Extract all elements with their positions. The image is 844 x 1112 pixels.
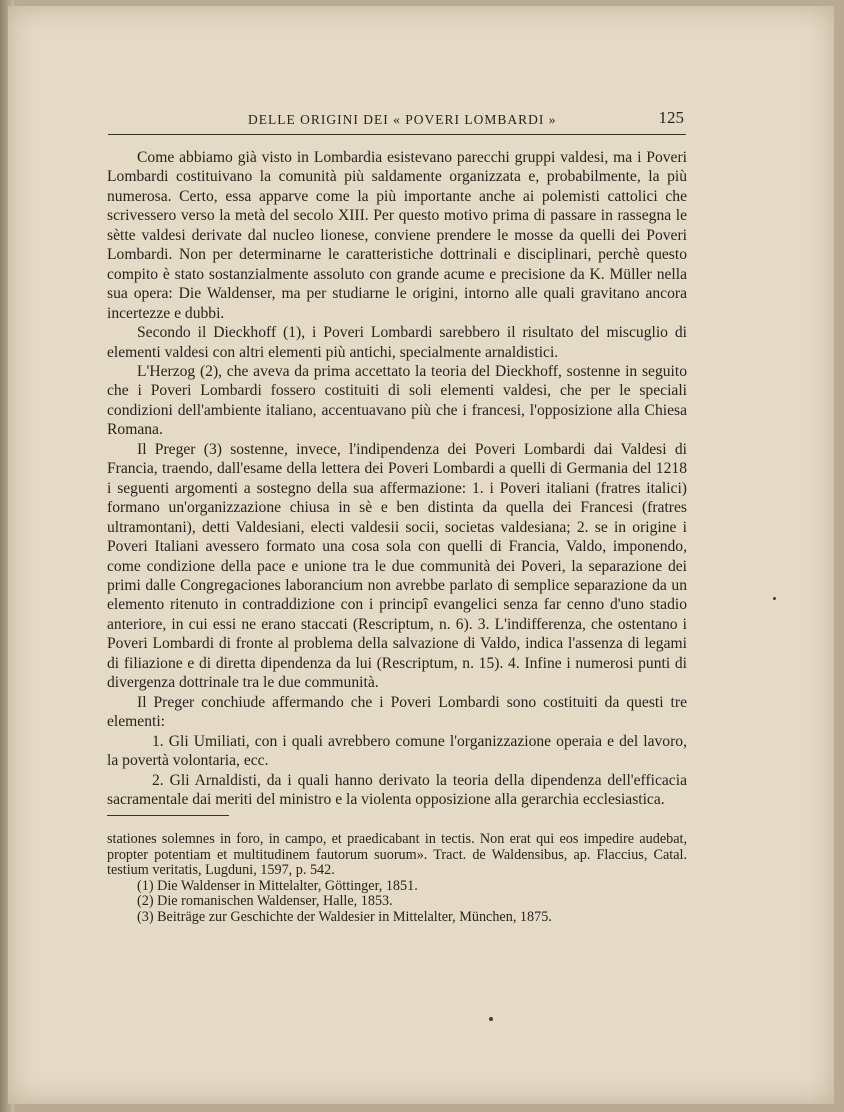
paragraph: Secondo il Dieckhoff (1), i Poveri Lombardi sarebbero il risultato del miscuglio di elementi valdesi con altri elementi più antichi, specialmente arnaldistici. [107,324,687,361]
list-item: 2. Gli Arnaldisti, da i quali hanno derivato la teoria della dipendenza dell'efficacia sacramentale dai meriti del ministro e la violenta opposizione alla gerarchia ecclesiastica. [107,771,687,808]
ink-speck [773,597,776,600]
footnotes [107,832,687,926]
footnote-2: (2) Die romanischen Waldenser, Halle, 1853. [137,893,393,910]
page-header [108,108,686,135]
ink-speck [489,1017,493,1021]
footnote-1: (1) Die Waldenser in Mittelalter, Göttinger, 1851. [137,877,418,894]
footnote-3: (3) Beiträge zur Geschichte der Waldesier in Mittelalter, München, 1875. [137,908,552,925]
paragraph: Il Preger (3) sostenne, invece, l'indipendenza dei Poveri Lombardi dai Valdesi di Francia, traendo, dall'esame della lettera dei Poveri Lombardi a quelli di Germania del 1218 i seguenti argomenti a sostegno della sua affermazione: 1. i Poveri italiani (fratres italici) formano un'organizzazione chiusa in sè e ben distinta da quella dei Francesi (fratres ultramontani), detti Valdesiani, electi valdesii socii, societas valdesiana; 2. se in origine i Poveri Italiani avessero formato una cosa sola con quelli di Francia, Valdo, imponendo, come condizione della pace e unione tra le due communità dei Poveri, la separazione dei primi dalle Congregaciones laborancium non avrebbe parlato di semplice separazione da un elemento ritenuto in contraddizione con i principî evangelici senza far cenno d'uno stadio anteriore, in cui essi ne erano staccati (Rescriptum, n. 6). 3. L'indifferenza, che ostentano i Poveri Lombardi di fronte al problema della salvazione di Valdo, indica l'assenza di legami di filiazione e di diretta dipendenza da lui (Rescriptum, n. 15). 4. Infine i numerosi punti di divergenza dottrinale tra le due communità. [107,440,687,692]
paragraph: Come abbiamo già visto in Lombardia esistevano parecchi gruppi valdesi, ma i Poveri Lombardi costituivano la comunità più saldamente organizzata e, probabilmente, la più numerosa. Certo, essa apparve come la più importante anche ai polemisti cattolici che scrivessero verso la metà del secolo XIII. Per questo motivo prima di passare in rassegna le sètte valdesi derivate dal nucleo lionese, conviene prendere le mosse da quelli dei Poveri Lombardi. Non per determinarne le caratteristiche dottrinali e disciplinari, perchè questo compito è stato sostanzialmente assoluto con grande acume e precisione da K. Müller nella sua opera: Die Waldenser, ma per studiarne le origini, intorno alle quali gravitano ancora incertezze e dubbi. [107,149,687,322]
footnote-continuation: stationes solemnes in foro, in campo, et praedicabant in tectis. Non erat qui eos impedire audebat, propter potentiam et multitudinem fautorum suorum». Tract. de Waldensibus, ap. Flaccius, Catal. testium veritatis, Lugduni, 1597, p. 542. [107,831,687,879]
list-item: 1. Gli Umiliati, con i quali avrebbero comune l'organizzazione operaia e del lavoro, la povertà volontaria, ecc. [107,732,687,770]
main-text [107,148,687,809]
paragraph: L'Herzog (2), che aveva da prima accettato la teoria del Dieckhoff, sostenne in seguito che i Poveri Lombardi fossero costituiti di soli elementi valdesi, che per le speciali condizioni dell'ambiente italiano, accentuavano più che i francesi, l'opposizione alla Chiesa Romana. [107,362,687,439]
running-head: DELLE ORIGINI DEI « POVERI LOMBARDI » [248,112,557,127]
paragraph: Il Preger conchiude affermando che i Poveri Lombardi sono costituiti da questi tre elementi: [107,693,687,731]
footnote-separator [107,815,229,816]
page-number: 125 [658,108,684,127]
